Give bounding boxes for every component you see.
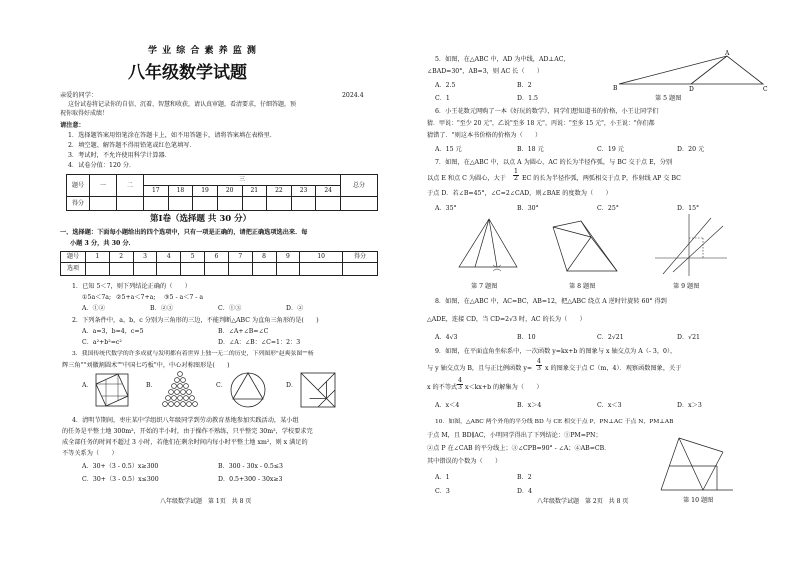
fig5-label-a: A xyxy=(725,50,730,57)
score-table xyxy=(66,174,378,211)
score-col-num: 20 xyxy=(217,186,242,197)
answer-col-num: 9 xyxy=(276,252,300,263)
answer-cell[interactable] xyxy=(205,263,229,276)
q7-option-b: B．30° xyxy=(517,205,539,212)
q9-fraction-2-bottom: 3 xyxy=(458,384,462,392)
figure-10-caption: 第 10 题图 xyxy=(683,497,714,504)
q7-fraction-top: 1 xyxy=(514,168,518,175)
tangram-figure xyxy=(298,370,338,410)
figure-7 xyxy=(453,215,523,277)
figure-5-caption: 第 5 题图 xyxy=(655,95,682,102)
q9-option-a: A．x＜4 xyxy=(435,402,460,409)
q5-option-d: D．1.5 xyxy=(517,95,538,102)
fig5-label-d: D xyxy=(689,86,694,92)
score-col-num: 24 xyxy=(316,186,341,197)
q1-option-c: C．①③ xyxy=(218,305,242,312)
answer-cell[interactable] xyxy=(86,263,110,276)
score-col-num: 18 xyxy=(168,186,193,197)
question-7-line-2a: 以点 E 和点 C 为圆心，大于 xyxy=(427,175,506,182)
answer-table-header: 题号 xyxy=(61,252,86,263)
question-6-line-1: 6．小王花数元网购了一本《好玩的数学》，同学们想知道书的价格，小王让同学们 xyxy=(435,108,659,115)
score-col-num: 19 xyxy=(193,186,218,197)
yang-hui-triangle-figure xyxy=(157,370,203,410)
answer-cell[interactable] xyxy=(343,263,378,276)
greeting: 亲爱的同学： xyxy=(60,92,98,99)
figure-10 xyxy=(655,432,737,496)
note-4: 4．试卷分值：120 分． xyxy=(68,162,136,169)
question-5-line-1: 5．如图，在△ABC 中，AD 为中线，AD⊥AC， xyxy=(435,56,570,63)
figure-8-caption: 第 8 题图 xyxy=(569,283,596,290)
q2-option-a: A．a=3，b=4，c=5 xyxy=(82,328,144,335)
figure-9-graph xyxy=(653,212,729,278)
q8-option-a: A．4√3 xyxy=(435,334,458,341)
question-9-line-1: 9．如图，在平面直角坐标系中，一次函数 y=kx+b 的图象与 x 轴交点为 A（- 3，0）， xyxy=(435,348,677,355)
question-10-line-1: 10．如图，△ABC 两个外角的平分线 BD 与 CE 相交于点 P，PN⊥AC 于点 N，PM⊥AB xyxy=(435,419,674,425)
answer-col-num: 5 xyxy=(181,252,205,263)
answer-cell[interactable] xyxy=(109,263,133,276)
q5-option-c: C．1 xyxy=(435,95,450,102)
question-2: 2．下列条件中，a，b，c 分别为三角形的三边，不能判断△ABC 为直角三角形的是( ) xyxy=(72,317,319,324)
q4-option-d: D．0.5+300 - 30x≥3 xyxy=(218,476,283,483)
q6-option-c: C．19 元 xyxy=(597,146,624,153)
q7-option-d: D．15° xyxy=(677,205,700,212)
q10-option-a: A．1 xyxy=(435,474,450,481)
score-cell xyxy=(168,197,193,211)
q7-fraction-bottom: 2 xyxy=(514,175,518,183)
answer-col-num: 3 xyxy=(133,252,157,263)
note-3: 3．考试时，不允许使用科学计算器． xyxy=(68,152,171,159)
fig5-label-c: C xyxy=(763,86,768,92)
answer-col-num: 1 xyxy=(86,252,110,263)
question-8-line-1: 8．如图，在△ABC 中，AC=BC，AB=12，把△ABC 绕点 A 逆时针旋转 60° 得到 xyxy=(435,298,667,305)
page-footer: 八年级数学试题 第 2页 共 8 页 xyxy=(537,498,629,505)
score-cell xyxy=(291,197,316,211)
q3-option-b: B． xyxy=(146,382,157,389)
q1-option-a: A．①② xyxy=(82,305,106,312)
section-instructions-2: 小题 3 分，共 30 分． xyxy=(70,240,135,247)
question-9-line-3b: x＜kx+b 的解集为（ ） xyxy=(465,384,543,391)
q3-option-a: A． xyxy=(82,382,93,389)
question-4-line-1: 4．清明节期间，枣庄某中学组织八年级同学到劳动教育基地参加实践活动，某小组 xyxy=(72,417,299,424)
answer-table xyxy=(60,251,378,276)
score-cell xyxy=(193,197,218,211)
q6-option-a: A．15 元 xyxy=(435,146,462,153)
answer-row-label: 选项 xyxy=(61,263,86,276)
exam-page-2 xyxy=(397,0,794,561)
q9-fraction-2-top: 4 xyxy=(458,377,462,384)
answer-cell[interactable] xyxy=(300,263,343,276)
answer-cell[interactable] xyxy=(157,263,181,276)
score-row-label: 得分 xyxy=(67,197,90,211)
answer-col-num: 8 xyxy=(252,252,276,263)
section-title: 第Ⅰ卷（选择题 共 30 分） xyxy=(150,214,252,224)
score-col-total: 总分 xyxy=(341,175,378,197)
note-1: 1．选择题答案用铅笔涂在答题卡上，如不用答题卡，请将答案填在表格里． xyxy=(68,132,277,139)
answer-cell[interactable] xyxy=(133,263,157,276)
figure-5-triangle xyxy=(611,50,771,92)
answer-col-num: 10 xyxy=(300,252,343,263)
question-7-line-1: 7．如图，在△ABC 中，以点 A 为圆心，AC 的长为半径作弧，与 BC 交于点 E，分别 xyxy=(435,159,673,166)
q7-option-c: C．25° xyxy=(597,205,619,212)
answer-col-num: 7 xyxy=(228,252,252,263)
question-7-line-2b: EC 的长为半径作弧，两弧相交于点 P，作射线 AP 交 BC xyxy=(522,175,681,182)
section-instructions-1: 一、选择题：下面每小题给出的四个选项中，只有一项是正确的，请把正确选项选出来．每 xyxy=(60,229,308,236)
score-col-num: 21 xyxy=(242,186,267,197)
notes-heading: 请注意： xyxy=(60,122,85,129)
q4-option-b: B．300 - 30x - 0.5≤3 xyxy=(218,463,283,470)
q3-option-d: D． xyxy=(286,382,298,389)
question-6-line-3: 猜错了．"则这本书价格的价格为（ ） xyxy=(427,132,542,139)
zhao-shuang-figure xyxy=(92,370,132,410)
q1-option-d: D．② xyxy=(286,305,304,312)
q5-option-a: A．2.5 xyxy=(435,82,456,89)
answer-col-num: 4 xyxy=(157,252,181,263)
question-6-line-2: 猜．甲说："至少 20 元"，乙说"至多 18 元"，丙说："至多 15 元"，小王说："你们都 xyxy=(427,120,655,127)
q9-fraction xyxy=(536,359,542,372)
question-9-line-2b: x 的图象交于点 C（m，4）．观察函数图象，关于 xyxy=(545,365,682,372)
exam-subtitle: 学 业 综 合 素 养 监 测 xyxy=(148,46,257,56)
question-9-line-3a: x 的不等式 xyxy=(427,384,458,391)
q2-option-c: C．a²+b²=c² xyxy=(82,339,122,346)
q9-option-c: C．x＜3 xyxy=(597,402,622,409)
liu-hui-circle-figure xyxy=(228,370,268,410)
q10-option-d: D．4 xyxy=(517,488,533,495)
question-1: 1．已知 5＜7，则下列结论正确的（ ） xyxy=(72,283,191,290)
q9-option-b: B．x＞4 xyxy=(517,402,542,409)
q4-option-c: C．30+（3 - 0.5）x≤300 xyxy=(82,476,159,483)
question-9-line-2a: 与 y 轴交点为 B，且与正比例函数 y= xyxy=(427,365,533,372)
answer-cell[interactable] xyxy=(181,263,205,276)
q8-option-d: D．√21 xyxy=(677,334,700,341)
score-col-one: 一 xyxy=(90,175,117,197)
question-10-line-4: 其中错误的个数为（ ） xyxy=(427,458,502,465)
answer-cell[interactable] xyxy=(252,263,276,276)
score-cell xyxy=(316,197,341,211)
q6-option-b: B．18 元 xyxy=(517,146,544,153)
intro-line-1: 这份试卷将记录你的自信、沉着、智慧和收获，请认真审题，看清要求，仔细答题，预 xyxy=(68,101,297,108)
question-5-line-2: ∠BAD=30°，AB=3，则 AC 长（ ） xyxy=(427,68,544,75)
q2-option-d: D．∠A：∠B：∠C=1：2：3 xyxy=(218,339,301,346)
q8-option-c: C．2√21 xyxy=(597,334,624,341)
answer-cell[interactable] xyxy=(228,263,252,276)
q6-option-d: D．20 元 xyxy=(677,146,705,153)
q8-option-b: B．10 xyxy=(517,334,536,341)
score-col-two: 二 xyxy=(117,175,144,197)
question-7-line-3: 于点 D．若∠B=45°，∠C=2∠CAD，则∠BAE 的度数为（ ） xyxy=(427,190,612,197)
fig5-label-b: B xyxy=(613,85,618,92)
note-2: 2．填空题、解答题不得用铅笔或红色笔填写． xyxy=(68,142,196,149)
page-footer: 八年级数学试题 第 1页 共 8 页 xyxy=(160,498,252,505)
score-cell xyxy=(267,197,292,211)
q1-statement-1: ①5a＜7a; xyxy=(82,294,112,301)
score-cell xyxy=(117,197,144,211)
question-4-line-3: 成全部任务的时间不超过 3 小时，若他们在剩余时间内每小时平整土地 xm²，则 x 满足的 xyxy=(62,439,308,446)
answer-col-num: 2 xyxy=(109,252,133,263)
answer-cell[interactable] xyxy=(276,263,300,276)
q4-option-a: A．30+（3 - 0.5）x≥300 xyxy=(82,463,159,470)
q5-option-b: B．2 xyxy=(517,82,532,89)
answer-col-score: 得分 xyxy=(343,252,378,263)
score-cell xyxy=(341,197,378,211)
score-col-num: 22 xyxy=(267,186,292,197)
intro-line-2: 祝你取得好成绩！ xyxy=(60,110,109,117)
question-10-line-2: 于点 M，且 BD∥AC，小明同学得出了下列结论：①PM=PN； xyxy=(427,432,602,439)
question-3-line-1: 3．我国传统代数学的许多成就与发明都有着世界上独一无二的历史，下列图形"赵爽弦图""杨 xyxy=(72,351,314,357)
score-cell xyxy=(217,197,242,211)
question-4-line-4: 不等关系为（ ） xyxy=(62,450,118,457)
score-cell xyxy=(144,197,169,211)
figure-8 xyxy=(547,213,621,279)
q9-fraction-2 xyxy=(457,378,463,391)
score-cell xyxy=(242,197,267,211)
q7-option-a: A．35° xyxy=(435,205,457,212)
figure-7-caption: 第 7 题图 xyxy=(471,283,498,290)
q9-option-d: D．x＞3 xyxy=(677,402,702,409)
q9-fraction-bottom: 3 xyxy=(537,365,541,373)
score-table-header: 题号 xyxy=(67,175,90,197)
q10-option-b: B．2 xyxy=(517,474,532,481)
q7-fraction xyxy=(513,169,519,182)
figure-9-caption: 第 9 题图 xyxy=(673,283,700,290)
score-col-num: 23 xyxy=(291,186,316,197)
q3-option-c: C． xyxy=(216,382,227,389)
question-4-line-2: 的任务是平整土地 300m²，开始的半小时，由于操作不熟练，只平整完 30m²，学校要求完 xyxy=(62,428,313,435)
q1-statement-3: ③5 - a＜7 - a xyxy=(164,294,204,301)
score-col-three: 三 xyxy=(144,175,341,186)
q1-statement-2: ②5+a＜7+a; xyxy=(116,294,156,301)
exam-date: 2024.4 xyxy=(342,92,364,99)
question-8-line-2: △ADE，连接 CD，当 CD=2√3 时，AC 的长为（ ） xyxy=(427,316,586,323)
question-10-line-3: ②点 P 在∠CAB 的平分线上；③∠CPB=90° - ∠A；④AB=CB． xyxy=(427,445,611,452)
q9-fraction-top: 4 xyxy=(537,358,541,365)
q1-option-b: B．②③ xyxy=(150,305,174,312)
exam-title: 八年级数学试题 xyxy=(128,63,247,83)
answer-col-num: 6 xyxy=(205,252,229,263)
q2-option-b: B．∠A+∠B=∠C xyxy=(218,328,269,335)
question-3-line-2: 辉三角""刘徽割圆术""中国七巧板"中，中心对称图形是( ) xyxy=(62,362,230,369)
q10-option-c: C．3 xyxy=(435,488,450,495)
score-cell xyxy=(90,197,117,211)
score-col-num: 17 xyxy=(144,186,169,197)
